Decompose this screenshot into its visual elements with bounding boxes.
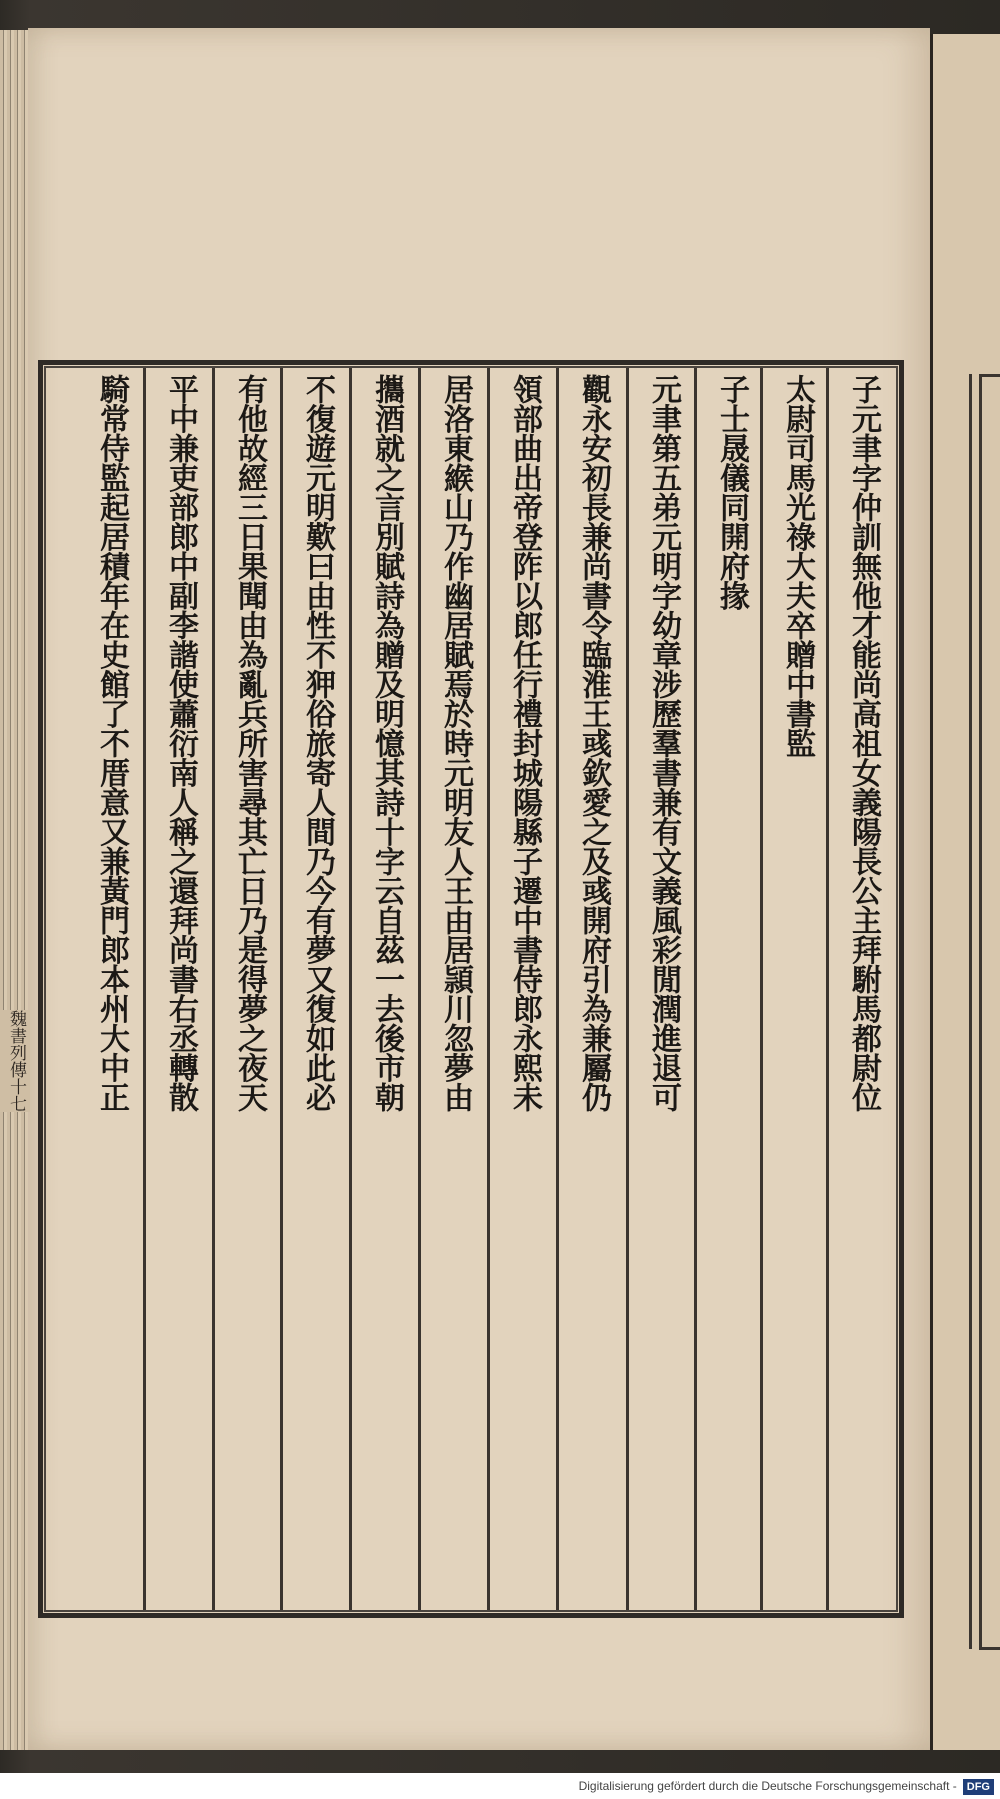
text-column-1: 子元聿字仲訓無他才能尚高祖女義陽長公主拜駙馬都尉位 [846,374,881,1112]
column-divider [143,368,146,1610]
text-column-11: 平中兼吏部郎中副李諧使蕭衍南人稱之還拜尚書右丞轉散 [163,374,198,1112]
column-divider [556,368,559,1610]
digitization-credit [0,1773,1000,1799]
facing-page-rule [969,374,972,1649]
text-column-3: 子士晟儀同開府掾 [714,374,749,610]
facing-page-frame [979,374,1000,1650]
column-divider [280,368,283,1610]
text-column-7: 居洛東緱山乃作幽居賦焉於時元明友人王由居頴川忽夢由 [438,374,473,1112]
facing-page-edge [930,34,1000,1750]
column-divider [694,368,697,1610]
column-divider [487,368,490,1610]
gutter-label: 魏書列傳十七 [0,1010,30,1112]
text-column-2: 太尉司馬光祿大夫卒贈中書監 [780,374,815,758]
dfg-logo[interactable]: DFG [963,1779,994,1795]
text-column-10: 有他故經三日果聞由為亂兵所害尋其亡日乃是得夢之夜天 [232,374,267,1112]
column-divider [349,368,352,1610]
text-column-4: 元聿第五弟元明字幼章涉歷羣書兼有文義風彩閒潤進退可 [646,374,681,1112]
column-divider [626,368,629,1610]
column-divider [212,368,215,1610]
text-column-5: 觀永安初長兼尚書令臨淮王彧欽愛之及彧開府引為兼屬仍 [576,374,611,1112]
column-divider [418,368,421,1610]
text-column-9: 不復遊元明歎曰由性不狎俗旅寄人間乃今有夢又復如此必 [300,374,335,1112]
text-column-12: 騎常侍監起居積年在史館了不厝意又兼黃門郎本州大中正 [94,374,129,1112]
text-column-8: 攜酒就之言別賦詩為贈及明憶其詩十字云自茲一去後市朝 [369,374,404,1112]
credit-text: Digitalisierung gefördert durch die Deutsche Forschungsgemeinschaft - [578,1779,957,1793]
text-column-6: 領部曲出帝登阼以郎任行禮封城陽縣子遷中書侍郎永熙未 [507,374,542,1112]
